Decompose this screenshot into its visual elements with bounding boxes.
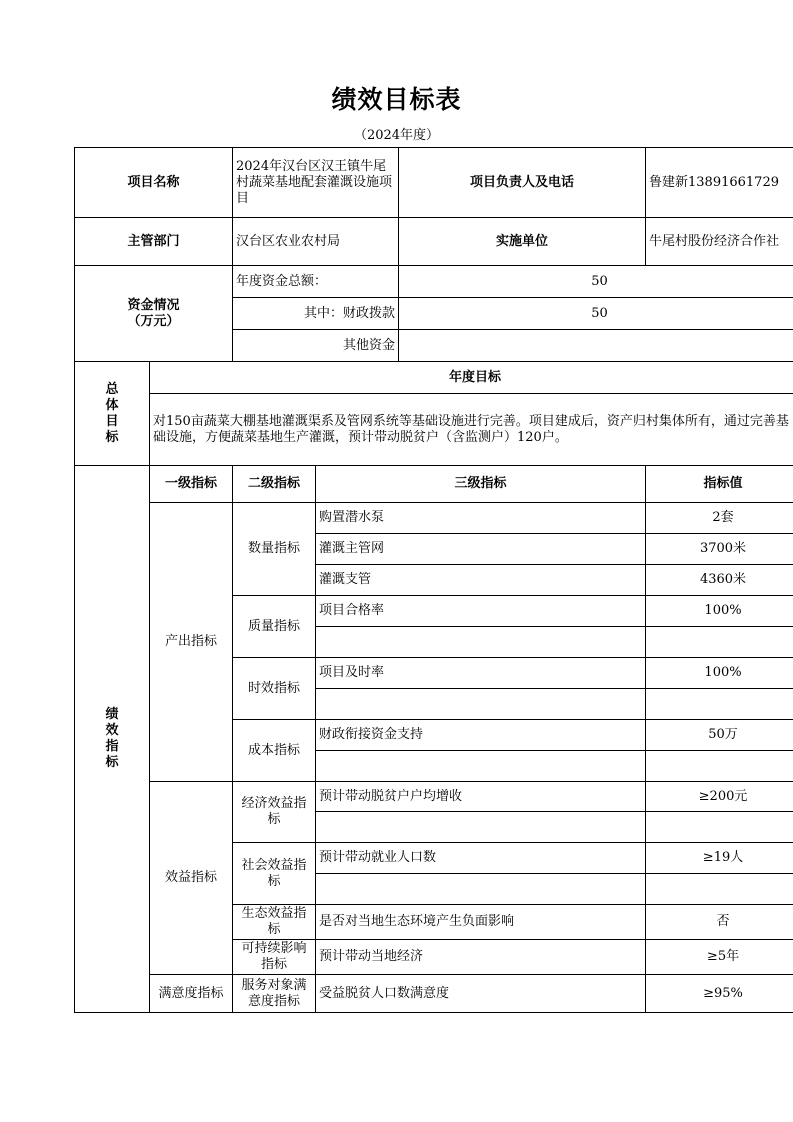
overall-goal-char: 目 [105,413,119,429]
indicator-value: ≥5年 [646,940,793,975]
performance-goal-table [74,147,793,1013]
project-leader-value: 鲁建新13891661729 [646,148,793,218]
page-title: 绩效目标表 [331,85,462,114]
funds-other-value [399,330,793,362]
header-level2: 二级指标 [233,466,316,503]
indicator-cell: 项目及时率 [316,658,646,689]
unit-label: 实施单位 [399,218,646,266]
indicator-cell: 是否对当地生态环境产生负面影响 [316,905,646,940]
dept-label: 主管部门 [75,218,233,266]
performance-side-label [75,466,150,1013]
indicator-value: ≥200元 [646,782,793,812]
level1-benefit: 效益指标 [150,782,233,975]
indicator-value: 50万 [646,720,793,751]
indicator-cell: 购置潜水泵 [316,503,646,534]
funds-label-line1: 资金情况 [127,297,180,313]
project-name-value: 2024年汉台区汉王镇牛尾村蔬菜基地配套灌溉设施项目 [233,148,399,218]
indicator-cell [316,812,646,843]
indicator-cell: 预计带动脱贫户户均增收 [316,782,646,812]
level1-output: 产出指标 [150,503,233,782]
performance-char: 标 [105,755,119,770]
indicator-value: 3700米 [646,534,793,565]
indicator-cell: 灌溉支管 [316,565,646,596]
performance-char: 效 [105,723,119,738]
header-level3: 三级指标 [316,466,646,503]
performance-char: 绩 [105,707,119,722]
project-leader-label: 项目负责人及电话 [399,148,646,218]
annual-goal-text: 对150亩蔬菜大棚基地灌溉渠系及管网系统等基础设施进行完善。项目建成后，资产归村集体所有，通过完善基础设施，方便蔬菜基地生产灌溉，预计带动脱贫户（含监测户）120户。 [150,394,793,466]
indicator-cell: 预计带动就业人口数 [316,843,646,874]
dept-value: 汉台区农业农村局 [233,218,399,266]
funds-other-label: 其他资金 [233,330,399,362]
header-value: 指标值 [646,466,793,503]
indicator-cell: 财政衔接资金支持 [316,720,646,751]
funds-label-line2: （万元） [127,313,180,329]
level2-sustainable: 可持续影响指标 [233,940,316,975]
funds-total-label: 年度资金总额： [233,266,399,298]
indicator-cell: 灌溉主管网 [316,534,646,565]
performance-char: 指 [105,739,119,754]
overall-goal-char: 体 [105,397,119,413]
indicator-value: 100% [646,596,793,627]
indicator-value [646,812,793,843]
funds-total-value: 50 [399,266,793,298]
indicator-value: 100% [646,658,793,689]
indicator-cell [316,751,646,782]
level2-cost: 成本指标 [233,720,316,782]
overall-goal-char: 总 [105,381,119,397]
indicator-value: ≥19人 [646,843,793,874]
indicator-value [646,627,793,658]
indicator-value [646,874,793,905]
level2-social: 社会效益指标 [233,843,316,905]
project-name-label: 项目名称 [75,148,233,218]
header-level1: 一级指标 [150,466,233,503]
indicator-value: 4360米 [646,565,793,596]
funds-label [75,266,233,362]
indicator-value: 否 [646,905,793,940]
indicator-value: 2套 [646,503,793,534]
funds-fiscal-value: 50 [399,298,793,330]
indicator-cell [316,689,646,720]
indicator-cell: 预计带动当地经济 [316,940,646,975]
indicator-value: ≥95% [646,975,793,1013]
page-subtitle: （2024年度） [353,128,440,143]
overall-goal-char: 标 [105,429,119,445]
unit-value: 牛尾村股份经济合作社 [646,218,793,266]
annual-goal-header: 年度目标 [150,362,793,394]
level2-service-satisfaction: 服务对象满意度指标 [233,975,316,1013]
level2-ecological: 生态效益指标 [233,905,316,940]
level2-quantity: 数量指标 [233,503,316,596]
overall-goal-side-label [75,362,150,466]
indicator-cell [316,874,646,905]
level2-quality: 质量指标 [233,596,316,658]
indicator-cell: 受益脱贫人口数满意度 [316,975,646,1013]
level2-economic: 经济效益指标 [233,782,316,843]
indicator-value [646,689,793,720]
indicator-cell [316,627,646,658]
level2-timeliness: 时效指标 [233,658,316,720]
funds-fiscal-label: 其中：财政拨款 [233,298,399,330]
level1-satisfaction: 满意度指标 [150,975,233,1013]
indicator-value [646,751,793,782]
indicator-cell: 项目合格率 [316,596,646,627]
